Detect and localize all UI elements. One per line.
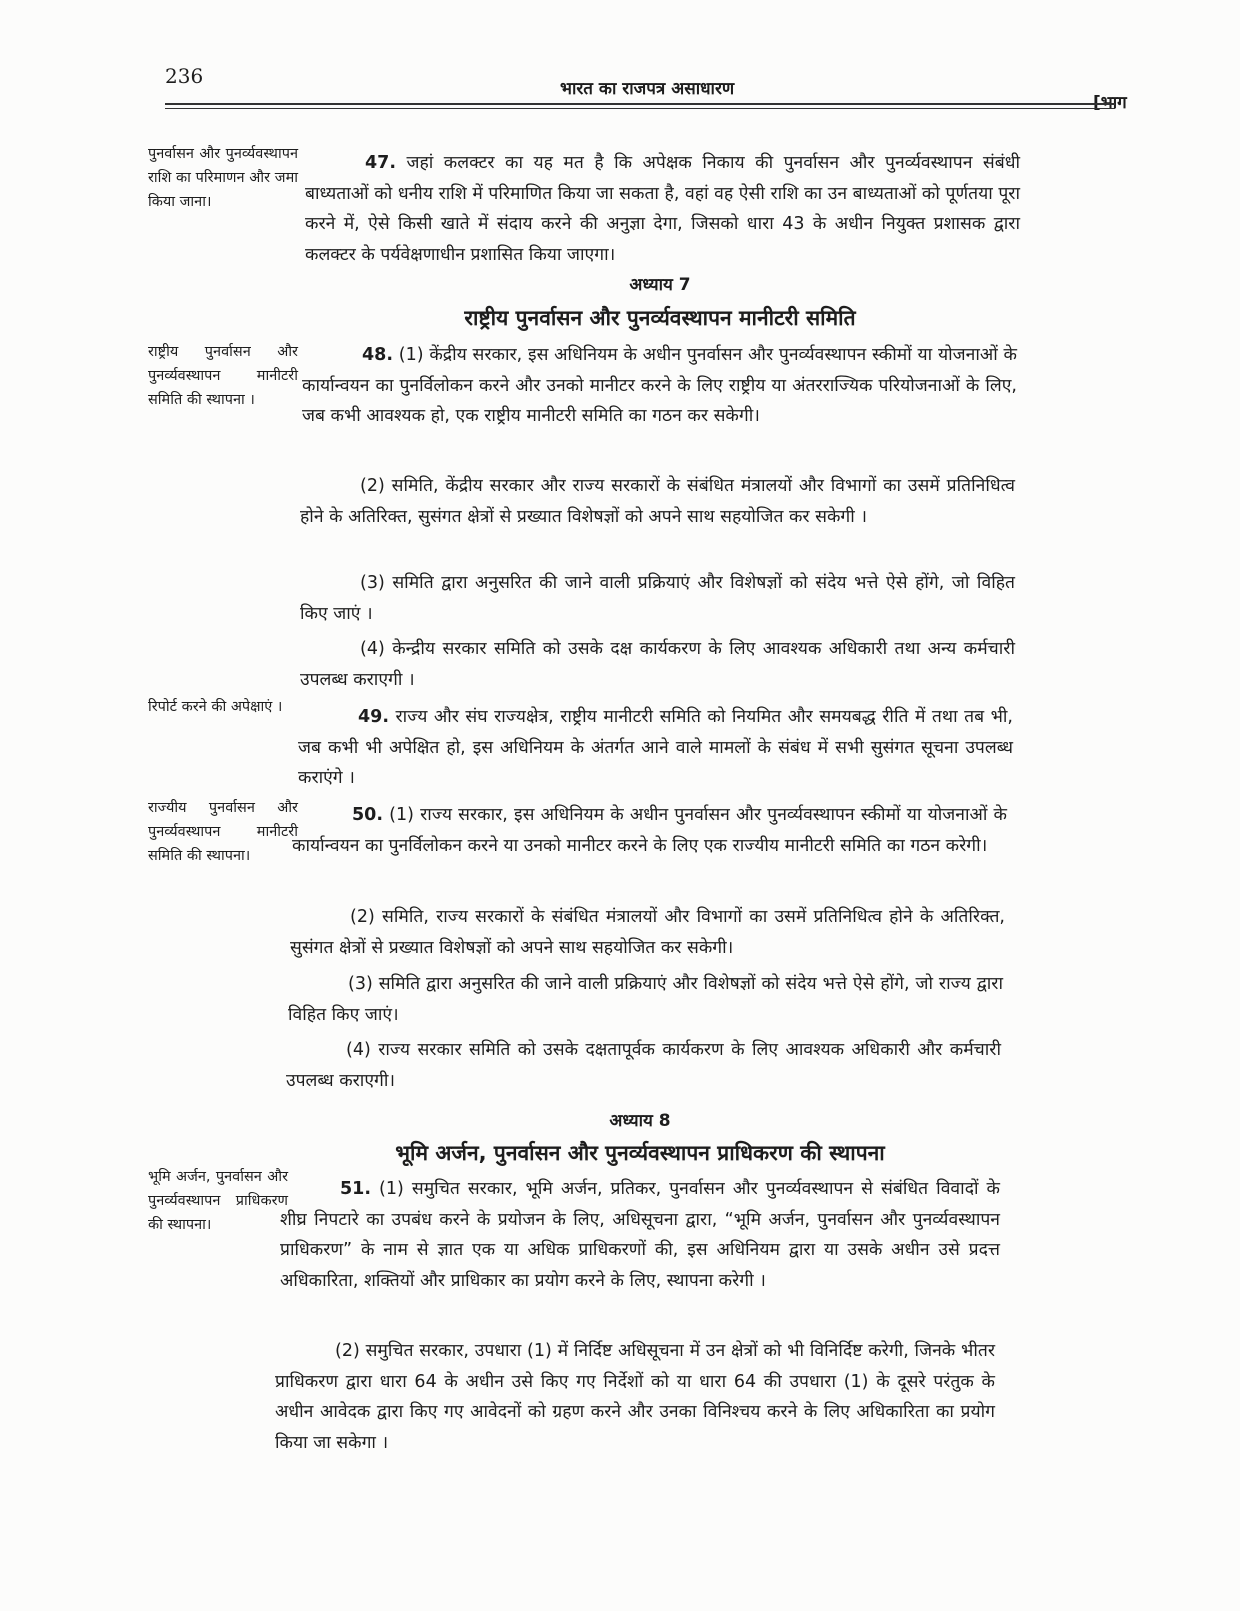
section-text: (1) राज्य सरकार, इस अधिनियम के अधीन पुनर्वासन और पुनर्व्यवस्थापन स्कीमों या योजनाओं के कार्यान्वयन का पुनर्विलोकन करने या उनको मानीटर करने के लिए एक राज्यीय मानीटरी समिति का गठन करेगी। xyxy=(292,805,1007,856)
section-number: 51. xyxy=(340,1179,372,1199)
margin-note-s51: भूमि अर्जन, पुनर्वासन और पुनर्व्यवस्थापन प्राधिकरण की स्थापना। xyxy=(148,1169,288,1233)
section-number: 49. xyxy=(358,707,390,727)
section-47 xyxy=(305,148,1020,270)
part-label: [भाग xyxy=(1093,93,1127,113)
section-text: राज्य और संघ राज्यक्षेत्र, राष्ट्रीय मानीटरी समिति को नियमित और समयबद्ध रीति में तथा तब भी, जब कभी भी अपेक्षित हो, इस अधिनियम के अंतर्गत आने वाले मामलों के संबंध में सभी सुसंगत सूचना उपलब्ध कराएंगे । xyxy=(298,707,1013,788)
section-number: 50. xyxy=(352,805,384,825)
section-number: 47. xyxy=(365,153,397,173)
section-49 xyxy=(298,702,1013,794)
section-50-3: (3) समिति द्वारा अनुसरित की जाने वाली प्रक्रियाएं और विशेषज्ञों को संदेय भत्ते ऐसे होंगे, जो राज्य द्वारा विहित किए जाएं। xyxy=(288,974,1003,1025)
section-48-2: (2) समिति, केंद्रीय सरकार और राज्य सरकारों के संबंधित मंत्रालयों और विभागों का उसमें प्रतिनिधित्व होने के अतिरिक्त, सुसंगत क्षेत्रों से प्रख्यात विशेषज्ञों को अपने साथ सहयोजित कर सकेगी । xyxy=(300,476,1015,527)
gazette-title: भारत का राजपत्र असाधारण xyxy=(560,79,735,99)
chapter-8-label: अध्याय 8 xyxy=(609,1111,671,1131)
page-number: 236 xyxy=(165,64,204,88)
margin-note-s49: रिपोर्ट करने की अपेक्षाएं । xyxy=(148,699,283,715)
section-48-3: (3) समिति द्वारा अनुसरित की जाने वाली प्रक्रियाएं और विशेषज्ञों को संदेय भत्ते ऐसे होंगे, जो विहित किए जाएं । xyxy=(300,573,1015,624)
chapter-7-title: राष्ट्रीय पुनर्वासन और पुनर्व्यवस्थापन मानीटरी समिति xyxy=(464,306,856,330)
chapter-8-title: भूमि अर्जन, पुनर्वासन और पुनर्व्यवस्थापन प्राधिकरण की स्थापना xyxy=(395,1141,885,1165)
section-text: (1) केंद्रीय सरकार, इस अधिनियम के अधीन पुनर्वासन और पुनर्व्यवस्थापन स्कीमों या योजनाओं के कार्यान्वयन का पुनर्विलोकन करने और उनको मानीटर करने के लिए राष्ट्रीय या अंतरराज्यिक परियोजनाओं के लिए, जब कभी आवश्यक हो, एक राष्ट्रीय मानीटरी समिति का गठन कर सकेगी। xyxy=(302,345,1017,426)
header-rule-thin xyxy=(165,108,1115,109)
section-text: (1) समुचित सरकार, भूमि अर्जन, प्रतिकर, पुनर्वासन और पुनर्व्यवस्थापन से संबंधित विवादों के शीघ्र निपटारे का उपबंध करने के प्रयोजन के लिए, अधिसूचना द्वारा, “भूमि अर्जन, पुनर्वासन और पुनर्व्यवस्थापन प्राधिकरण” के नाम से ज्ञात एक या अधिक प्राधिकरणों की, इस अधिनियम द्वारा या उसके अधीन उसे प्रदत्त अधिकारिता, शक्तियों और प्राधिकार का प्रयोग करने के लिए, स्थापना करेगी । xyxy=(280,1179,1000,1291)
section-48-4: (4) केन्द्रीय सरकार समिति को उसके दक्ष कार्यकरण के लिए आवश्यक अधिकारी तथा अन्य कर्मचारी उपलब्ध कराएगी । xyxy=(300,639,1015,690)
header-rule-thick xyxy=(165,103,1115,105)
section-50-2: (2) समिति, राज्य सरकारों के संबंधित मंत्रालयों और विभागों का उसमें प्रतिनिधित्व होने के अतिरिक्त, सुसंगत क्षेत्रों से प्रख्यात विशेषज्ञों को अपने साथ सहयोजित कर सकेगी। xyxy=(290,907,1005,958)
section-51-2: (2) समुचित सरकार, उपधारा (1) में निर्दिष्ट अधिसूचना में उन क्षेत्रों को भी विनिर्दिष्ट करेगी, जिनके भीतर प्राधिकरण द्वारा धारा 64 के अधीन उसे किए गए निर्देशों को या धारा 64 की उपधारा (1) के दूसरे परंतुक के अधीन आवेदक द्वारा किए गए आवेदनों को ग्रहण करने और उनका विनिश्चय करने के लिए अधिकारिता का प्रयोग किया जा सकेगा । xyxy=(275,1341,995,1453)
margin-note-s47: पुनर्वासन और पुनर्व्यवस्थापन राशि का परिमाणन और जमा किया जाना। xyxy=(148,146,298,210)
section-48-1 xyxy=(302,340,1017,432)
section-50-4: (4) राज्य सरकार समिति को उसके दक्षतापूर्वक कार्यकरण के लिए आवश्यक अधिकारी और कर्मचारी उपलब्ध कराएगी। xyxy=(286,1040,1001,1091)
section-50-1 xyxy=(292,800,1007,861)
section-text: जहां कलक्टर का यह मत है कि अपेक्षक निकाय की पुनर्वासन और पुनर्व्यवस्थापन संबंधी बाध्यताओं को धनीय राशि में परिमाणित किया जा सकता है, वहां वह ऐसी राशि का उन बाध्यताओं को पूर्णतया पूरा करने में, ऐसे किसी खाते में संदाय करने की अनुज्ञा देगा, जिसको धारा 43 के अधीन नियुक्त प्रशासक द्वारा कलक्टर के पर्यवेक्षणाधीन प्रशासित किया जाएगा। xyxy=(305,153,1020,265)
section-number: 48. xyxy=(362,345,394,365)
margin-note-s48: राष्ट्रीय पुनर्वासन और पुनर्व्यवस्थापन मानीटरी समिति की स्थापना । xyxy=(148,344,298,408)
margin-note-s50: राज्यीय पुनर्वासन और पुनर्व्यवस्थापन मानीटरी समिति की स्थापना। xyxy=(148,800,298,864)
section-51-1 xyxy=(280,1174,1000,1296)
chapter-7-label: अध्याय 7 xyxy=(629,275,691,295)
